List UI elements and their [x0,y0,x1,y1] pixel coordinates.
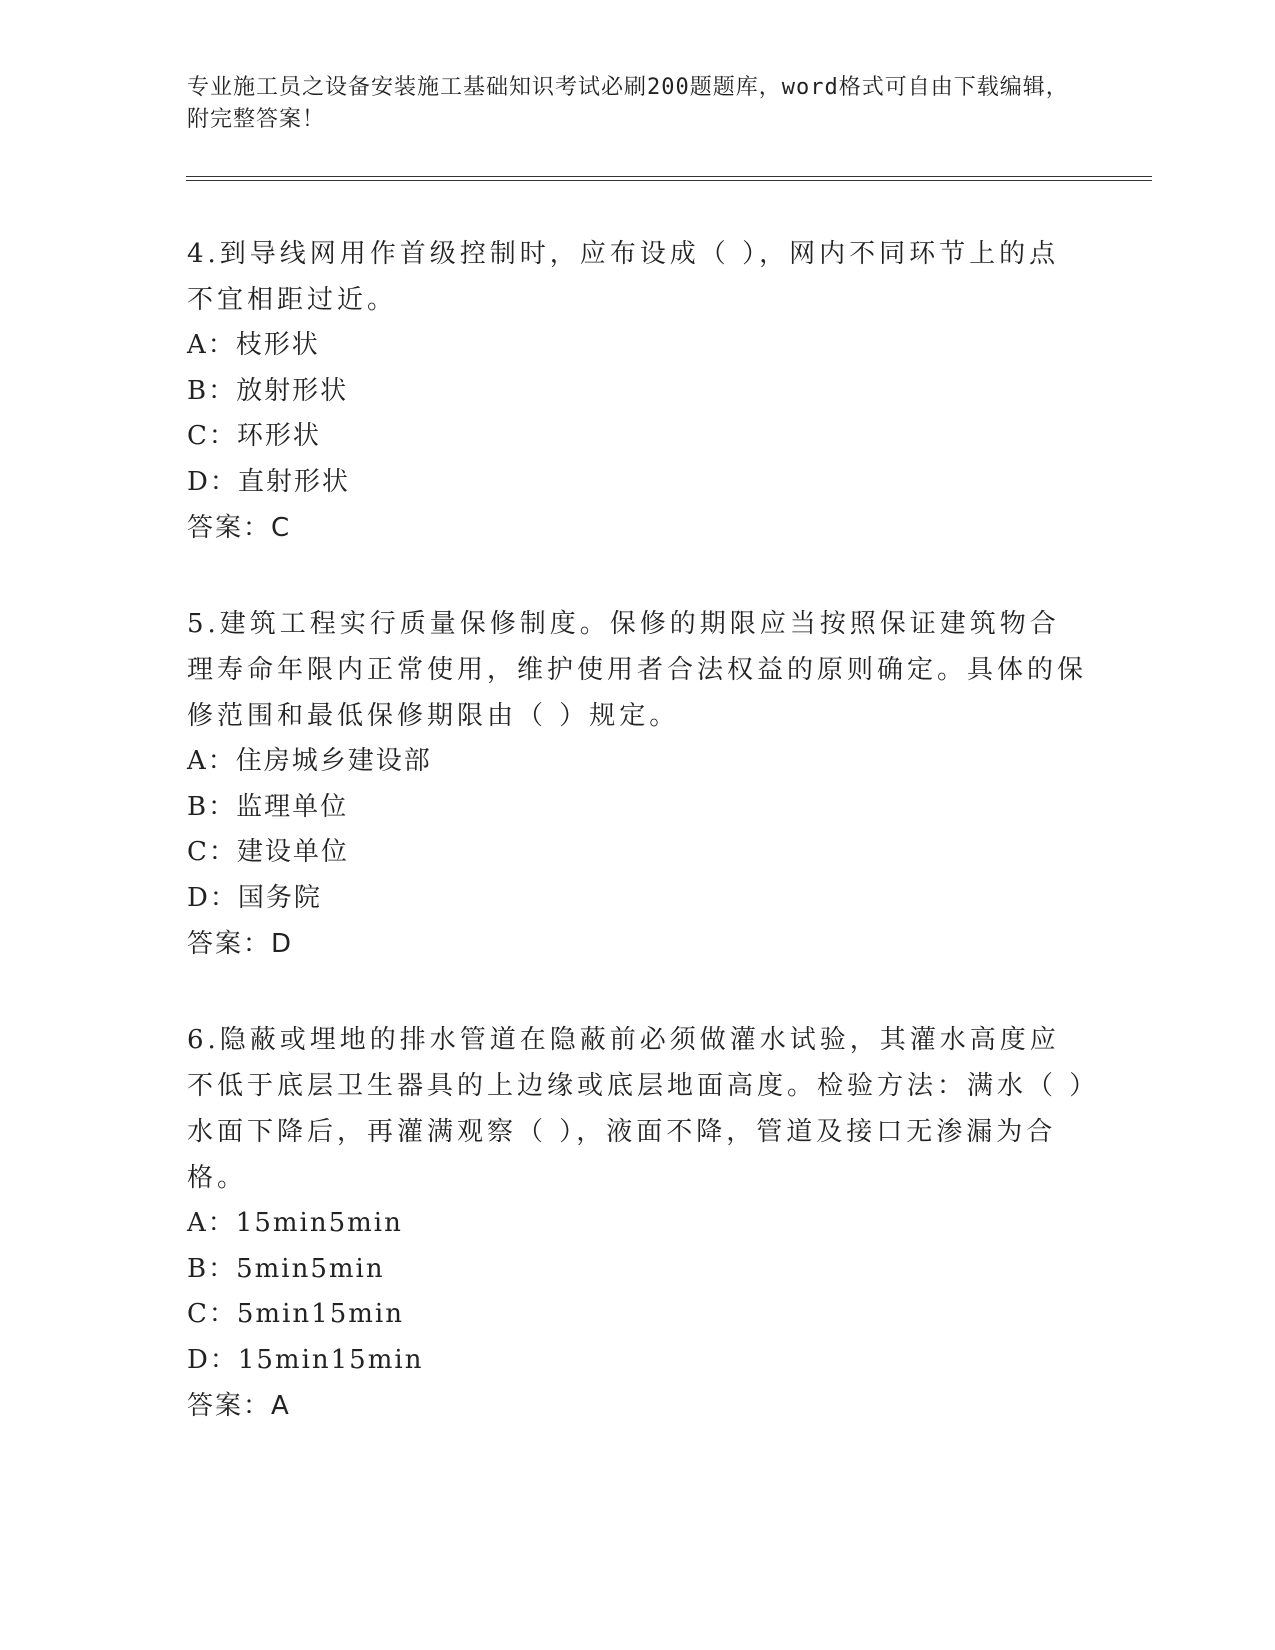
option-b: B：5min5min [187,1253,385,1284]
answer: 答案：D [187,929,294,959]
question-list [187,231,1087,1479]
option-c: C：5min15min [187,1299,404,1329]
question-5 [187,601,1087,967]
option-a: A：15min5min [187,1208,403,1238]
question-stem: 6.隐蔽或埋地的排水管道在隐蔽前必须做灌水试验，其灌水高度应不低于底层卫生器具的上边缘或底层地面高度。检验方法：满水（ ）水面下降后，再灌满观察（ ），液面不降，管道及接口无渗漏为合格。 [187,1025,1087,1193]
option-b: B：放射形状 [187,375,349,406]
option-a: A：住房城乡建设部 [187,746,432,776]
option-c: C：建设单位 [187,837,349,867]
option-d: D：直射形状 [187,466,350,497]
option-d: D：国务院 [187,882,322,913]
question-stem: 4.到导线网用作首级控制时，应布设成（ ），网内不同环节上的点不宜相距过近。 [187,239,1060,315]
option-d: D：15min15min [187,1344,424,1375]
header-double-rule [186,176,1152,181]
document-header: 专业施工员之设备安装施工基础知识考试必刷200题题库，word格式可自由下载编辑，附完整答案！ [187,75,1069,132]
option-a: A：枝形状 [187,330,320,360]
answer: 答案：A [187,1391,291,1421]
option-b: B：监理单位 [187,791,349,822]
answer: 答案：C [187,513,292,543]
question-6 [187,1017,1087,1429]
option-c: C：环形状 [187,421,321,451]
question-4 [187,231,1087,551]
question-stem: 5.建筑工程实行质量保修制度。保修的期限应当按照保证建筑物合理寿命年限内正常使用，维护使用者合法权益的原则确定。具体的保修范围和最低保修期限由（ ）规定。 [187,609,1088,731]
